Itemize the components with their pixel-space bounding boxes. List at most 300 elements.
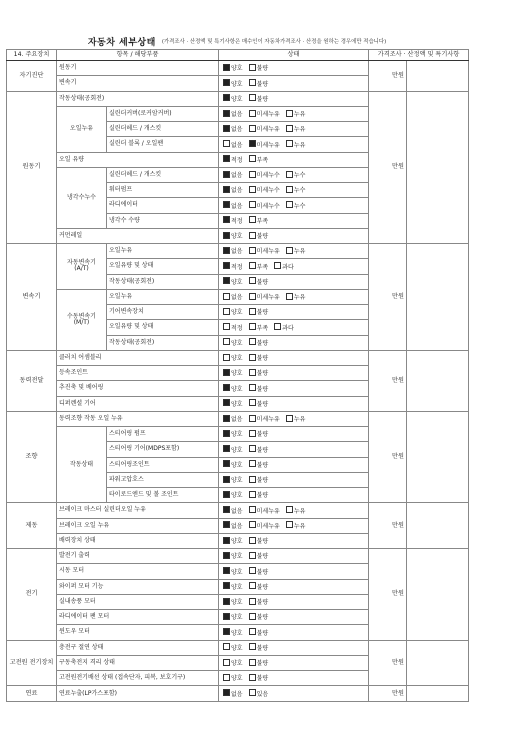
state-option-label: 미세누유 [256,507,280,515]
state-option[interactable] [247,492,269,499]
state-option[interactable] [247,96,269,103]
checked-box-icon[interactable] [223,125,230,132]
state-cell [219,350,369,365]
state-option-label: 양호 [231,614,243,622]
state-option[interactable] [247,553,269,560]
empty-box-icon[interactable] [223,643,230,650]
state-option[interactable] [247,691,269,698]
state-option[interactable] [247,187,280,194]
state-option[interactable] [221,340,243,347]
state-option[interactable] [221,584,243,591]
table-row [7,411,469,426]
state-option-label: 양호 [231,583,243,591]
empty-box-icon[interactable] [249,216,256,223]
empty-box-icon[interactable] [286,247,293,254]
state-option-label: 불량 [256,385,269,393]
empty-box-icon[interactable] [249,247,256,254]
sub-item-cell [57,106,107,152]
state-cell [219,244,369,259]
state-option[interactable] [221,294,243,301]
empty-box-icon[interactable] [249,171,256,178]
state-option-label: 누유 [293,522,306,530]
state-option-label: 불량 [256,477,269,485]
checked-box-icon[interactable] [223,94,230,101]
state-option[interactable] [221,462,243,469]
checked-box-icon[interactable] [223,232,230,239]
empty-box-icon[interactable] [249,460,256,467]
item-label: 발전기 출력 [59,552,90,560]
item-label: 오일누유 [109,292,133,300]
empty-box-icon[interactable] [249,277,256,284]
state-option[interactable] [284,142,306,149]
state-option-label: 없음 [231,202,243,210]
item-cell [57,610,219,625]
state-option-label: 양호 [231,233,243,241]
item-cell [57,533,219,548]
price-amount-cell[interactable] [369,411,407,503]
state-option[interactable] [247,65,269,72]
state-option[interactable] [221,355,243,362]
state-option[interactable] [247,294,280,301]
state-option[interactable] [247,431,269,438]
empty-box-icon[interactable] [274,262,281,269]
table-body [7,61,469,702]
empty-box-icon[interactable] [249,598,256,605]
empty-box-icon[interactable] [249,552,256,559]
device-cell [7,503,57,549]
empty-box-icon[interactable] [286,186,293,193]
item-label: 작동상태(공회전) [109,338,155,346]
item-label: 스티어링조인트 [109,460,150,468]
empty-box-icon[interactable] [249,445,256,452]
checked-box-icon[interactable] [223,186,230,193]
state-option[interactable] [247,538,269,545]
checked-box-icon[interactable] [223,415,230,422]
state-option[interactable] [221,691,243,698]
state-option[interactable] [284,294,306,301]
state-option[interactable] [284,523,306,530]
state-option-label: 적정 [231,263,243,271]
checked-box-icon[interactable] [223,262,230,269]
item-label: 추진축 및 베어링 [59,384,104,392]
item-cell [107,320,219,335]
empty-box-icon[interactable] [249,430,256,437]
state-option[interactable] [284,508,306,515]
empty-box-icon[interactable] [249,186,256,193]
state-option-label: 적정 [231,217,243,225]
item-cell [57,549,219,564]
state-cell [219,76,369,91]
empty-box-icon[interactable] [249,689,256,696]
state-option[interactable] [221,401,243,408]
empty-box-icon[interactable] [223,308,230,315]
state-option-label: 양호 [231,355,243,363]
checked-box-icon[interactable] [223,110,230,117]
checked-box-icon[interactable] [223,628,230,635]
state-option[interactable] [247,523,280,530]
empty-box-icon[interactable] [223,354,230,361]
state-option[interactable] [221,309,243,316]
state-option[interactable] [284,187,306,194]
state-option-label: 적정 [231,324,243,332]
table-row [7,61,469,76]
item-label: 브레이크 마스터 실린더오일 누유 [59,506,146,514]
state-option[interactable] [221,569,243,576]
device-name: 고전원 전기장치 [9,658,54,666]
state-option[interactable] [247,81,269,88]
price-unit-label: 만원 [392,521,405,529]
state-option[interactable] [247,355,269,362]
state-option-label: 없음 [231,172,243,180]
item-cell [107,488,219,503]
sub-item-label: 수동변속기 (M/T) [67,312,96,326]
state-option[interactable] [221,492,243,499]
checked-box-icon[interactable] [223,79,230,86]
state-option[interactable] [247,416,280,423]
empty-box-icon[interactable] [249,476,256,483]
empty-box-icon[interactable] [249,262,256,269]
state-option[interactable] [247,401,269,408]
special-notes-cell[interactable] [407,503,469,549]
state-option-label: 미세누유 [256,141,280,149]
state-option[interactable] [247,630,269,637]
state-cell [219,518,369,533]
price-amount-cell[interactable] [369,91,407,244]
checked-box-icon[interactable] [223,476,230,483]
state-option[interactable] [247,172,280,179]
state-option[interactable] [221,553,243,560]
checked-box-icon[interactable] [223,445,230,452]
empty-box-icon[interactable] [249,110,256,117]
state-option[interactable] [284,172,306,179]
state-option-label: 양호 [231,599,243,607]
empty-box-icon[interactable] [249,567,256,574]
state-option[interactable] [284,416,306,423]
state-option[interactable] [221,248,243,255]
state-option[interactable] [221,370,243,377]
state-option[interactable] [247,386,269,393]
state-option[interactable] [221,614,243,621]
empty-box-icon[interactable] [274,323,281,330]
empty-box-icon[interactable] [249,537,256,544]
empty-box-icon[interactable] [249,399,256,406]
state-option-label: 양호 [231,660,243,668]
checked-box-icon[interactable] [223,689,230,696]
state-option[interactable] [221,157,243,164]
checked-box-icon[interactable] [223,171,230,178]
empty-box-icon[interactable] [249,201,256,208]
state-option[interactable] [221,203,243,210]
state-cell [219,320,369,335]
state-option[interactable] [247,142,280,149]
state-option[interactable] [247,660,269,667]
empty-box-icon[interactable] [286,171,293,178]
state-option[interactable] [247,370,269,377]
empty-box-icon[interactable] [286,521,293,528]
checked-box-icon[interactable] [249,140,256,147]
state-option[interactable] [221,645,243,652]
checked-box-icon[interactable] [223,369,230,376]
state-option[interactable] [247,309,269,316]
item-label: 디퍼렌셜 기어 [59,399,96,407]
device-name: 연료 [25,689,38,697]
special-notes-cell[interactable] [407,686,469,702]
device-name: 조향 [25,452,38,460]
item-cell [57,411,219,426]
empty-box-icon[interactable] [249,628,256,635]
state-option[interactable] [284,126,306,133]
state-option-label: 미세누유 [256,126,280,134]
state-option[interactable] [221,599,243,606]
price-amount-cell[interactable] [369,503,407,549]
state-option[interactable] [247,614,269,621]
state-option[interactable] [221,431,243,438]
state-option-label: 미세누수 [256,202,280,210]
state-option[interactable] [247,279,269,286]
empty-box-icon[interactable] [286,140,293,147]
empty-box-icon[interactable] [249,613,256,620]
checked-box-icon[interactable] [223,613,230,620]
state-option[interactable] [247,462,269,469]
empty-box-icon[interactable] [286,110,293,117]
state-option[interactable] [247,111,280,118]
empty-box-icon[interactable] [249,125,256,132]
state-option[interactable] [221,325,243,332]
item-cell [57,396,219,411]
state-option[interactable] [221,187,243,194]
empty-box-icon[interactable] [286,293,293,300]
checked-box-icon[interactable] [223,430,230,437]
state-option[interactable] [221,279,243,286]
item-label: 기어변속장치 [109,308,144,316]
empty-box-icon[interactable] [223,674,230,681]
state-option[interactable] [247,477,269,484]
item-label: 스티어링 펌프 [109,430,146,438]
state-option[interactable] [221,447,243,454]
price-amount-cell[interactable] [369,244,407,351]
state-option-label: 없음 [231,248,243,256]
special-notes-cell[interactable] [407,91,469,244]
checked-box-icon[interactable] [223,155,230,162]
state-option-label: 양호 [231,431,243,439]
special-notes-cell[interactable] [407,350,469,411]
empty-box-icon[interactable] [249,491,256,498]
checked-box-icon[interactable] [223,537,230,544]
price-amount-cell[interactable] [369,61,407,92]
state-option[interactable] [284,111,306,118]
special-notes-cell[interactable] [407,640,469,686]
empty-box-icon[interactable] [286,415,293,422]
item-label: 배력장치 상태 [59,536,96,544]
state-option-label: 미세누수 [256,172,280,180]
state-option[interactable] [247,675,269,682]
state-cell [219,91,369,106]
state-cell [219,442,369,457]
state-option[interactable] [221,96,243,103]
checked-box-icon[interactable] [223,247,230,254]
state-option-label: 누유 [293,248,306,256]
checked-box-icon[interactable] [223,277,230,284]
price-amount-cell[interactable] [369,549,407,641]
state-option[interactable] [221,233,243,240]
special-notes-cell[interactable] [407,244,469,351]
state-cell [219,427,369,442]
state-option[interactable] [221,386,243,393]
empty-box-icon[interactable] [249,674,256,681]
checked-box-icon[interactable] [223,567,230,574]
empty-box-icon[interactable] [249,323,256,330]
empty-box-icon[interactable] [249,94,256,101]
state-option-label: 없음 [231,187,243,195]
empty-box-icon[interactable] [249,79,256,86]
empty-box-icon[interactable] [249,308,256,315]
empty-box-icon[interactable] [249,338,256,345]
empty-box-icon[interactable] [249,354,256,361]
state-option[interactable] [221,172,243,179]
state-cell [219,549,369,564]
empty-box-icon[interactable] [249,582,256,589]
state-option[interactable] [247,447,269,454]
state-option[interactable] [221,538,243,545]
checked-box-icon[interactable] [223,552,230,559]
state-option[interactable] [221,416,243,423]
checked-box-icon[interactable] [223,399,230,406]
empty-box-icon[interactable] [249,659,256,666]
state-option[interactable] [247,340,269,347]
state-option[interactable] [221,218,243,225]
state-option[interactable] [221,630,243,637]
state-option[interactable] [247,203,280,210]
empty-box-icon[interactable] [249,521,256,528]
state-option[interactable] [221,65,243,72]
state-cell [219,472,369,487]
state-option[interactable] [284,203,306,210]
checked-box-icon[interactable] [223,506,230,513]
empty-box-icon[interactable] [249,232,256,239]
state-option[interactable] [272,325,294,332]
state-option[interactable] [221,142,243,149]
empty-box-icon[interactable] [223,323,230,330]
special-notes-cell[interactable] [407,549,469,641]
detail-status-table [6,49,469,702]
state-cell [219,457,369,472]
checked-box-icon[interactable] [223,216,230,223]
state-option-label: 불량 [256,446,269,454]
empty-box-icon[interactable] [249,506,256,513]
empty-box-icon[interactable] [249,293,256,300]
special-notes-cell[interactable] [407,411,469,503]
empty-box-icon[interactable] [249,643,256,650]
state-option-label: 불량 [256,644,269,652]
state-option[interactable] [272,264,294,271]
state-option[interactable] [221,477,243,484]
item-cell [107,167,219,182]
state-cell [219,198,369,213]
state-option-label: 양호 [231,629,243,637]
state-option[interactable] [247,157,269,164]
special-notes-cell[interactable] [407,61,469,92]
sub-item-label: 냉각수누수 [67,193,96,201]
empty-box-icon[interactable] [223,140,230,147]
checked-box-icon[interactable] [223,491,230,498]
state-option-label: 미세누유 [256,294,280,302]
item-label: 라디에이터 팬 모터 [59,613,110,621]
state-option-label: 누유 [293,141,306,149]
state-option-label: 불량 [256,568,269,576]
state-cell [219,564,369,579]
empty-box-icon[interactable] [249,369,256,376]
item-label: 동력조향 작동 오일 누유 [59,414,123,422]
empty-box-icon[interactable] [223,659,230,666]
state-option[interactable] [221,264,243,271]
item-cell [57,625,219,640]
item-label: 실내송풍 모터 [59,597,96,605]
checked-box-icon[interactable] [223,598,230,605]
checked-box-icon[interactable] [223,582,230,589]
state-option[interactable] [221,81,243,88]
empty-box-icon[interactable] [249,415,256,422]
state-option[interactable] [221,523,243,530]
state-option-label: 양호 [231,461,243,469]
state-option[interactable] [247,325,269,332]
state-option[interactable] [221,126,243,133]
state-cell [219,183,369,198]
state-option-label: 불량 [256,80,269,88]
state-option[interactable] [247,508,280,515]
state-option-label: 불량 [256,400,269,408]
price-amount-cell[interactable] [369,686,407,702]
price-amount-cell[interactable] [369,350,407,411]
state-option[interactable] [247,218,269,225]
empty-box-icon[interactable] [249,155,256,162]
checked-box-icon[interactable] [223,460,230,467]
checked-box-icon[interactable] [223,521,230,528]
state-option-label: 있음 [256,690,269,698]
state-cell [219,488,369,503]
checked-box-icon[interactable] [223,201,230,208]
state-cell [219,366,369,381]
state-option[interactable] [221,508,243,515]
state-option[interactable] [284,248,306,255]
state-option[interactable] [247,233,269,240]
state-option[interactable] [247,248,280,255]
empty-box-icon[interactable] [249,64,256,71]
state-option[interactable] [221,660,243,667]
state-option[interactable] [247,569,269,576]
state-option[interactable] [221,675,243,682]
state-option[interactable] [247,645,269,652]
empty-box-icon[interactable] [223,293,230,300]
checked-box-icon[interactable] [223,384,230,391]
empty-box-icon[interactable] [223,338,230,345]
state-option[interactable] [247,264,269,271]
state-option-label: 누유 [293,111,306,119]
state-option-label: 양호 [231,370,243,378]
state-option-label: 부족 [256,156,269,164]
state-option[interactable] [221,111,243,118]
empty-box-icon[interactable] [286,125,293,132]
state-option[interactable] [247,599,269,606]
state-option[interactable] [247,584,269,591]
empty-box-icon[interactable] [249,384,256,391]
empty-box-icon[interactable] [286,506,293,513]
state-option-label: 없음 [231,126,243,134]
price-amount-cell[interactable] [369,640,407,686]
state-option[interactable] [247,126,280,133]
empty-box-icon[interactable] [286,201,293,208]
state-cell [219,259,369,274]
checked-box-icon[interactable] [223,64,230,71]
